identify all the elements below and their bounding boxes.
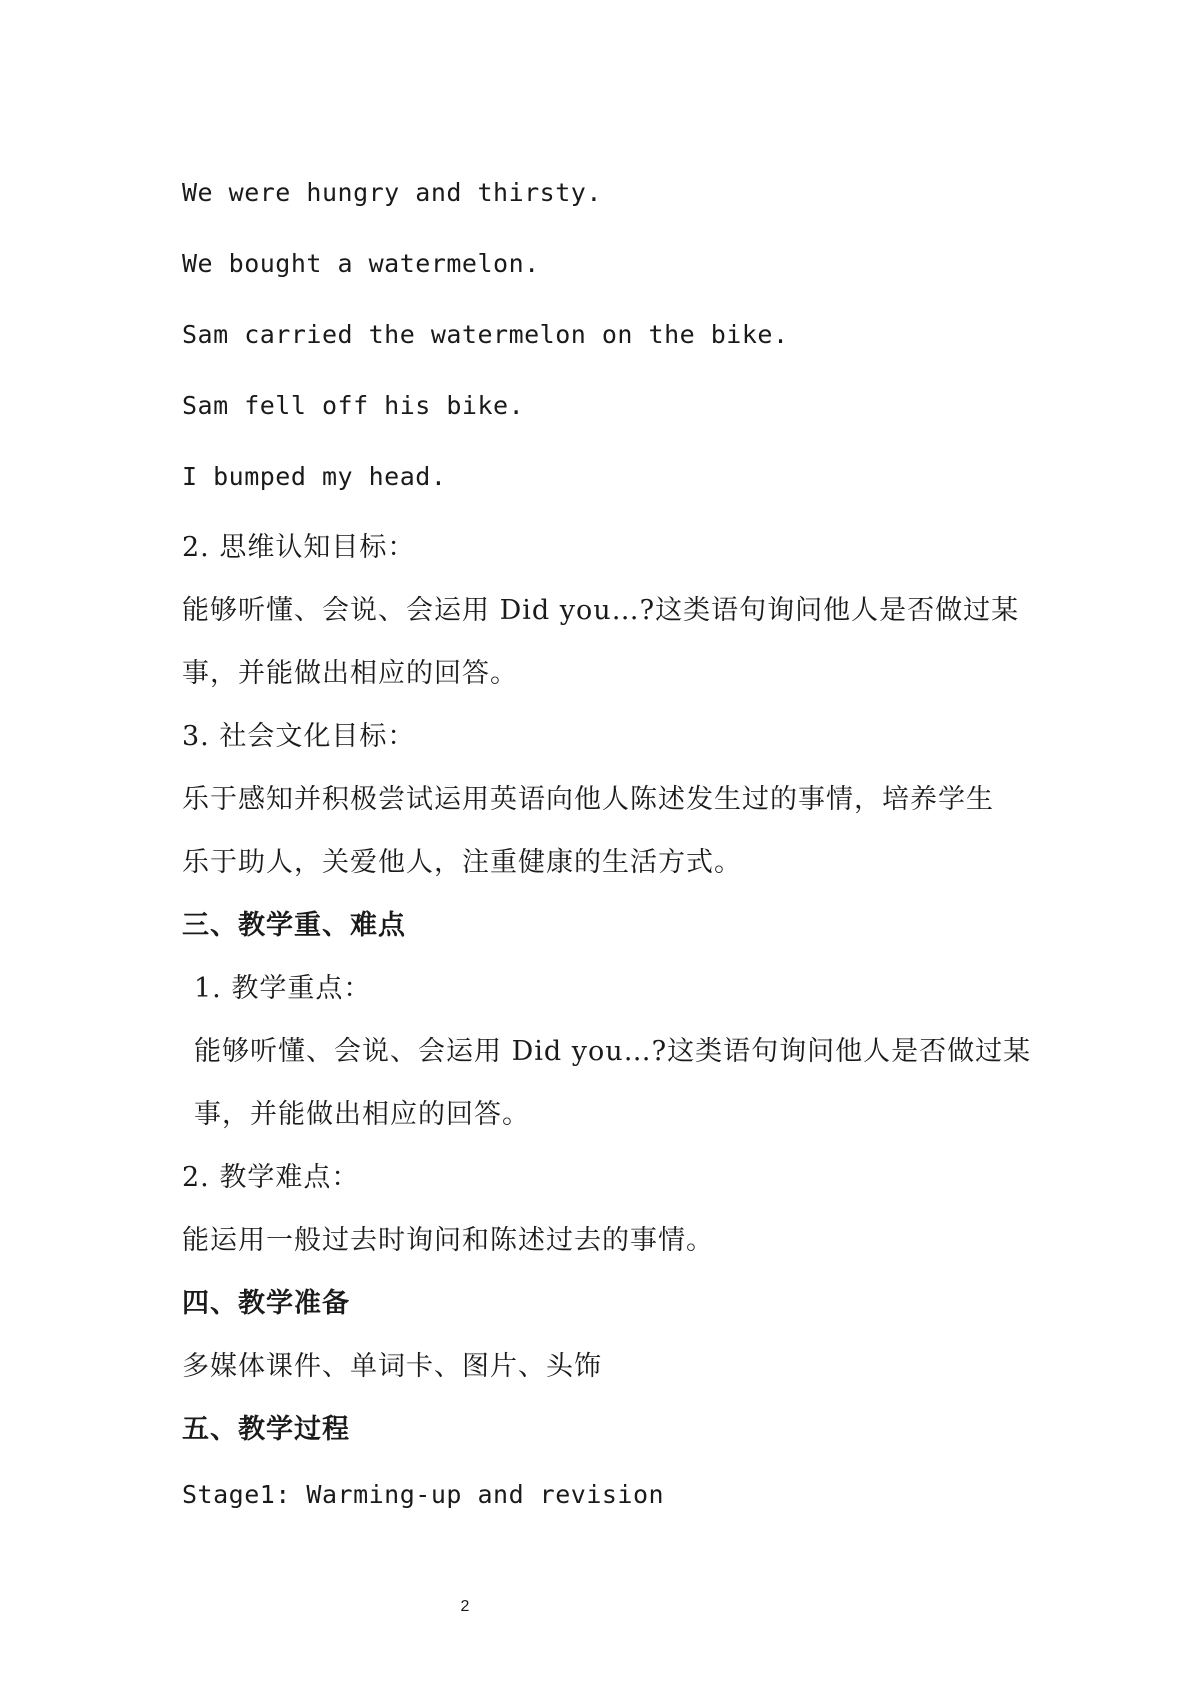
goal-2-text-line-1: 能够听懂、会说、会运用 Did you…?这类语句询问他人是否做过某 [182, 595, 1020, 626]
page-number: 2 [460, 1598, 470, 1615]
section-3-heading: 三、教学重、难点 [182, 910, 406, 941]
sentence-3: Sam carried the watermelon on the bike. [182, 320, 789, 349]
goal-2-title: 2. 思维认知目标： [182, 532, 416, 563]
key-point-title: 1. 教学重点： [194, 973, 372, 1004]
goal-3-text-line-2: 乐于助人，关爱他人，注重健康的生活方式。 [182, 847, 742, 878]
sentence-4: Sam fell off his bike. [182, 391, 525, 420]
difficult-point-title: 2. 教学难点： [182, 1162, 360, 1193]
goal-3-text-line-1: 乐于感知并积极尝试运用英语向他人陈述发生过的事情，培养学生 [182, 784, 994, 815]
sentence-2: We bought a watermelon. [182, 249, 540, 278]
key-point-text-line-2: 事，并能做出相应的回答。 [194, 1099, 530, 1130]
sentence-1: We were hungry and thirsty. [182, 178, 602, 207]
goal-2-text-line-2: 事，并能做出相应的回答。 [182, 658, 518, 689]
key-point-text-line-1: 能够听懂、会说、会运用 Did you…?这类语句询问他人是否做过某 [194, 1036, 1032, 1067]
section-4-heading: 四、教学准备 [182, 1288, 350, 1319]
goal-3-title: 3. 社会文化目标： [182, 721, 416, 752]
sentence-5: I bumped my head. [182, 462, 447, 491]
preparation-text: 多媒体课件、单词卡、图片、头饰 [182, 1351, 602, 1382]
section-5-heading: 五、教学过程 [182, 1414, 350, 1445]
difficult-point-text: 能运用一般过去时询问和陈述过去的事情。 [182, 1225, 714, 1256]
stage-1-title: Stage1: Warming-up and revision [182, 1480, 665, 1509]
